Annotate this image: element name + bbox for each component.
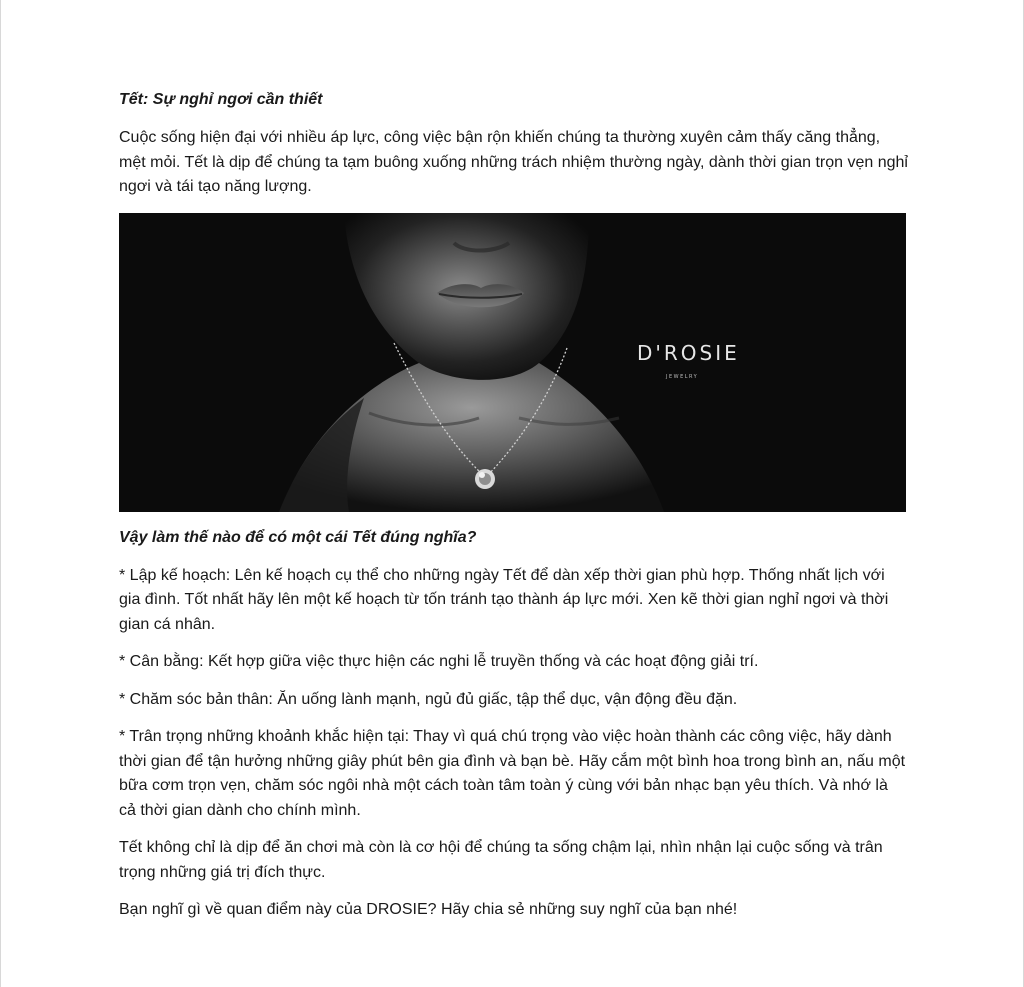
brand-logo-text: D'ROSIE bbox=[637, 340, 740, 365]
bullet-self-care: * Chăm sóc bản thân: Ăn uống lành mạnh, ngủ đủ giấc, tập thể dục, vận động đều đặn. bbox=[119, 690, 738, 708]
bullet-balance: * Cân bằng: Kết hợp giữa việc thực hiện các nghi lễ truyền thống và các hoạt động giải trí. bbox=[119, 653, 759, 670]
document-body bbox=[119, 88, 909, 936]
question-paragraph: Bạn nghĩ gì về quan điểm này của DROSIE? Hãy chia sẻ những suy nghĩ của bạn nhé! bbox=[119, 901, 738, 918]
intro-paragraph: Cuộc sống hiện đại với nhiều áp lực, công việc bận rộn khiến chúng ta thường xuyên cảm thấy căng thẳng, mệt mỏi. Tết là dịp để chúng ta tạm buông xuống những trách nhiệm thường ngày, dành thời gian trọn vẹn nghỉ ngơi và tái tạo năng lượng. bbox=[119, 129, 908, 195]
brand-banner-image bbox=[119, 213, 906, 512]
portrait-photo bbox=[119, 213, 906, 512]
closing-paragraph: Tết không chỉ là dịp để ăn chơi mà còn là cơ hội để chúng ta sống chậm lại, nhìn nhận lại cuộc sống và trân trọng những giá trị đích thực. bbox=[119, 839, 883, 881]
section-heading-rest: Tết: Sự nghỉ ngơi cần thiết bbox=[119, 91, 323, 108]
bullet-plan: * Lập kế hoạch: Lên kế hoạch cụ thể cho những ngày Tết để dàn xếp thời gian phù hợp. Thống nhất lịch với gia đình. Tốt nhất hãy lên một kế hoạch từ tốn tránh tạo thành áp lực mới. Xen kẽ thời gian nghỉ ngơi và thời gian cá nhân. bbox=[119, 566, 889, 633]
page-left-edge bbox=[0, 0, 1, 987]
bullet-cherish-moments: * Trân trọng những khoảnh khắc hiện tại: Thay vì quá chú trọng vào việc hoàn thành các công việc, hãy dành thời gian để tận hưởng những giây phút bên gia đình và bạn bè. Hãy cắm một bình hoa trong bình an, nấu một bữa cơm trọn vẹn, chăm sóc ngôi nhà một cách toàn tâm toàn ý cùng với bản nhạc bạn yêu thích. Và nhớ là cả thời gian dành cho chính mình. bbox=[119, 728, 906, 819]
brand-logo-subtext: JEWELRY bbox=[666, 373, 699, 380]
section-heading-how: Vậy làm thế nào để có một cái Tết đúng nghĩa? bbox=[119, 528, 477, 546]
